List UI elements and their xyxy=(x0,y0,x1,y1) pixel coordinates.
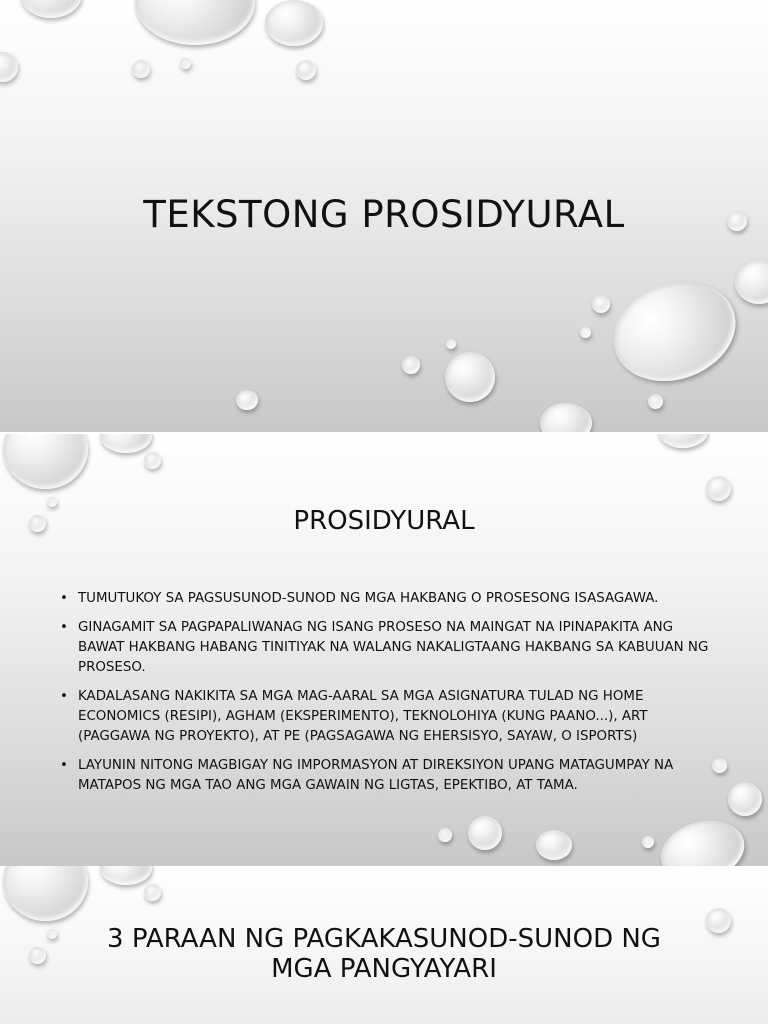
water-drop xyxy=(712,758,727,773)
water-drop xyxy=(100,866,152,885)
water-drop xyxy=(658,434,708,448)
water-drop xyxy=(468,816,502,850)
water-drop xyxy=(3,866,88,921)
water-drop xyxy=(728,782,762,816)
water-drop xyxy=(3,434,88,489)
heading-line: 3 PARAAN NG PAGKAKASUNOD-SUNOD NG xyxy=(107,924,661,954)
water-drop xyxy=(540,403,592,432)
water-drop xyxy=(446,339,456,349)
water-drop xyxy=(296,60,316,80)
bullet-icon: • xyxy=(60,591,68,606)
bullet-icon: • xyxy=(60,689,68,704)
water-drop xyxy=(265,0,323,46)
slide-heading xyxy=(40,924,728,984)
list-item xyxy=(60,589,710,609)
water-drop xyxy=(600,265,750,397)
water-drop xyxy=(135,0,255,45)
water-drop xyxy=(0,52,18,82)
bullet-text: TUMUTUKOY SA PAGSUSUNOD-SUNOD NG MGA HAKBANG O PROSESONG ISASAGAWA. xyxy=(78,591,659,606)
slide-prosidyural xyxy=(0,434,768,866)
water-drop xyxy=(402,356,420,374)
water-drop xyxy=(580,327,591,338)
water-drop xyxy=(20,0,82,18)
water-drop xyxy=(642,836,654,848)
water-drop xyxy=(144,884,161,901)
water-drop xyxy=(132,60,150,78)
slide-heading: PROSIDYURAL xyxy=(293,506,475,536)
heading-line: MGA PANGYAYARI xyxy=(271,954,497,984)
list-item xyxy=(60,618,710,678)
water-drop xyxy=(180,58,191,69)
slide-paraan xyxy=(0,866,768,1024)
slide-title xyxy=(0,0,768,432)
water-drop xyxy=(536,830,572,860)
water-drop xyxy=(648,394,663,409)
bullet-text: GINAGAMIT SA PAGPAPALIWANAG NG ISANG PROSESO NA MAINGAT NA IPINAPAKITA ANG BAWAT HAKBANG HABANG TINITIYAK NA WALANG NAKALIGTAANG HAKBANG SA KABUUAN NG PROSESO. xyxy=(78,620,709,675)
water-drop xyxy=(735,260,768,304)
bullet-text: LAYUNIN NITONG MAGBIGAY NG IMPORMASYON AT DIREKSIYON UPANG MATAGUMPAY NA MATAPOS NG MGA TAO ANG MGA GAWAIN NG LIGTAS, EPEKTIBO, AT TAMA. xyxy=(78,758,674,793)
list-item xyxy=(60,756,710,796)
bullet-icon: • xyxy=(60,620,68,635)
water-drop xyxy=(236,390,258,410)
water-drop xyxy=(654,812,751,866)
bullet-list xyxy=(60,589,710,805)
bullet-icon: • xyxy=(60,758,68,773)
water-drop xyxy=(592,295,610,313)
water-drop xyxy=(706,476,731,501)
bullet-text: KADALASANG NAKIKITA SA MGA MAG-AARAL SA MGA ASIGNATURA TULAD NG HOME ECONOMICS (RESIPI), AGHAM (EKSPERIMENTO), TEKNOLOHIYA (KUNG PAANO...), ART (PAGGAWA NG PROYEKTO), AT PE (PAGSAGAWA NG EHERSISYO, SAYAW, O ISPORTS) xyxy=(78,689,648,744)
water-drop xyxy=(438,828,452,842)
water-drop xyxy=(100,434,152,453)
water-drop xyxy=(144,452,161,469)
list-item xyxy=(60,687,710,747)
slide-title-text: TEKSTONG PROSIDYURAL xyxy=(143,193,625,236)
water-drop xyxy=(445,352,495,402)
